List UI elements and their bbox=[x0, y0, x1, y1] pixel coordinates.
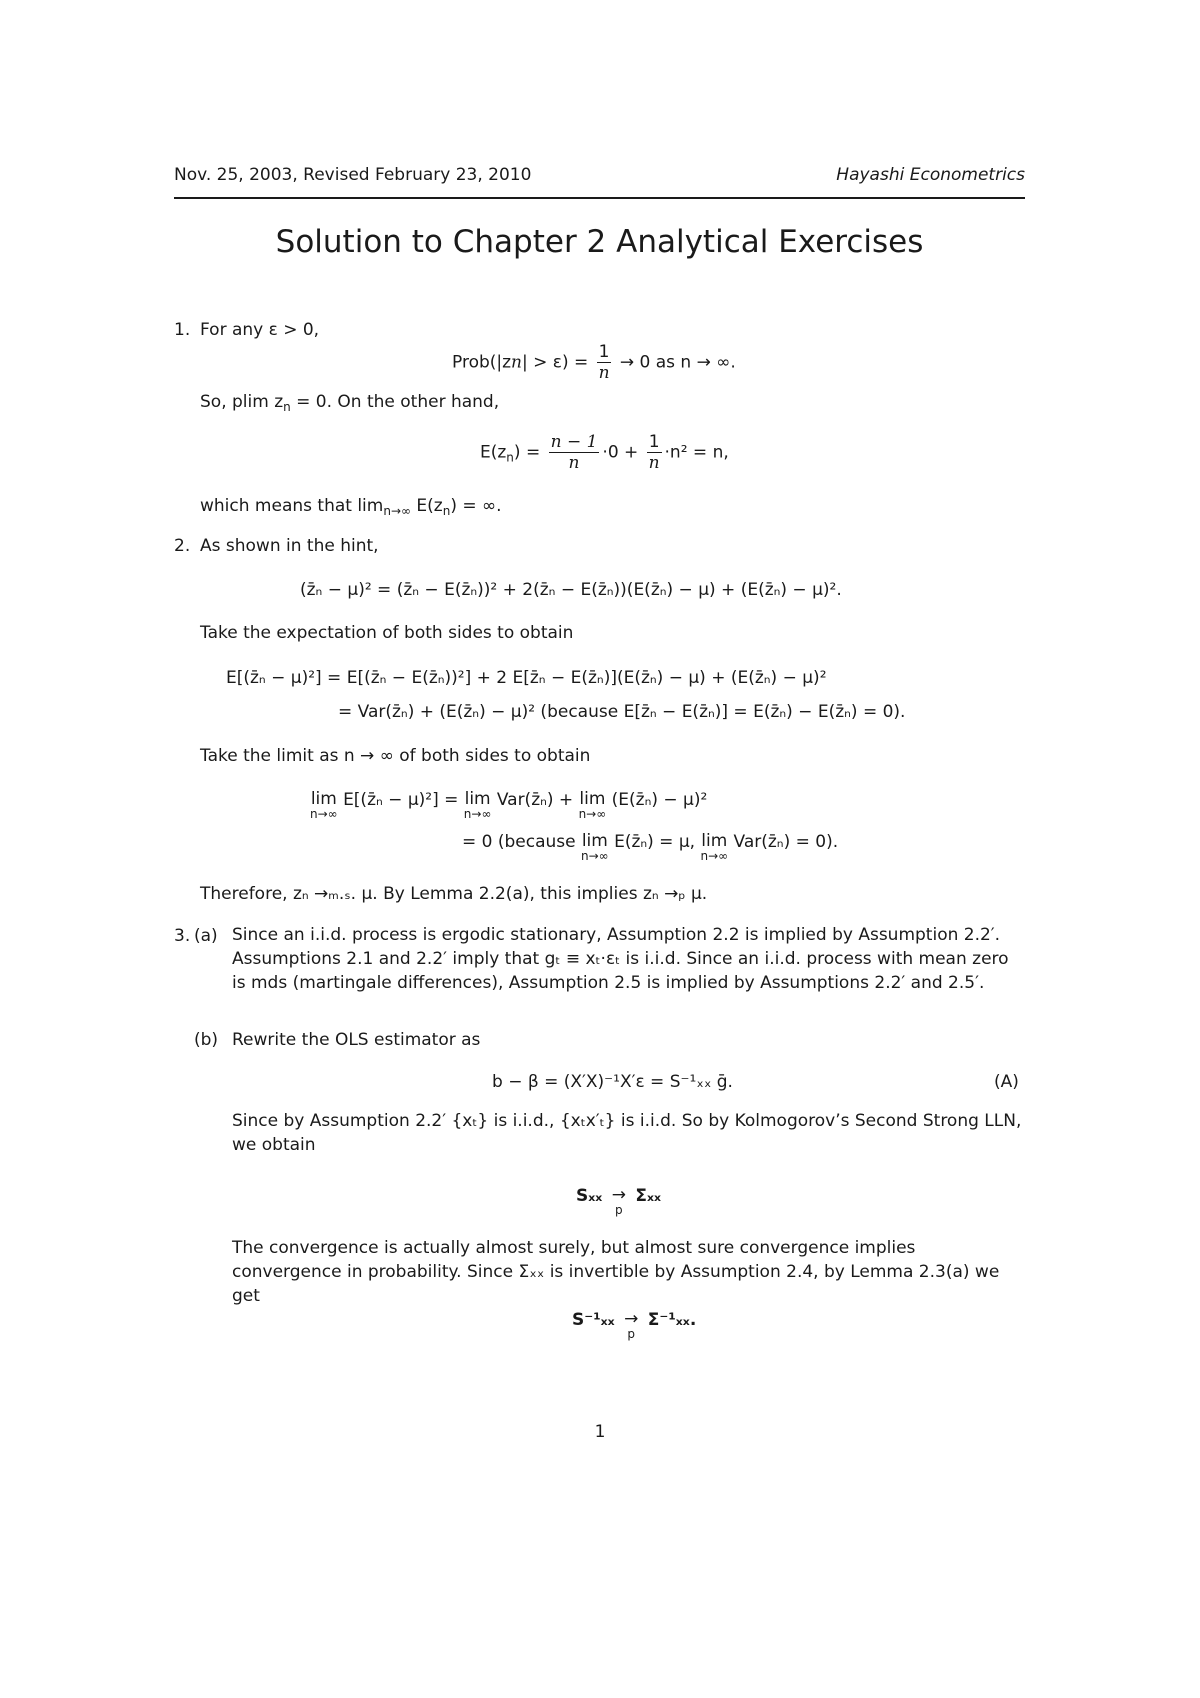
header-rule bbox=[174, 197, 1025, 199]
q1-number: 1. bbox=[174, 320, 191, 340]
q1-equation-prob: Prob(|zn| > ε) = $\frac{1}{n}$ → 0 as n → ∞. bbox=[452, 342, 736, 383]
q1-eq1-lhs: Prob(|z bbox=[452, 352, 512, 373]
q1-eq1-rhs: → 0 as n → ∞. bbox=[619, 352, 736, 373]
q1-eq1-fraction bbox=[597, 342, 612, 383]
q1-eq1-den: n bbox=[598, 363, 610, 383]
q1-eq2-fraction-2: $\frac{1}{n}$ bbox=[648, 432, 660, 473]
q1-so-line: So, plim $z_n = 0$. On the other hand, bbox=[200, 392, 500, 414]
header-date: Nov. 25, 2003, Revised February 23, 2010 bbox=[174, 165, 532, 185]
q3-equation-ols: b − β = (X′X)⁻¹X′ε = S⁻¹ₓₓ ḡ. bbox=[492, 1072, 733, 1092]
q1-conclusion: which means that $\lim_{n\to\infty} E(z_n)$ = ∞. bbox=[200, 496, 502, 518]
header-source: Hayashi Econometrics bbox=[836, 165, 1025, 185]
page-title: Solution to Chapter 2 Analytical Exercises bbox=[275, 224, 924, 260]
q3-b-intro: Rewrite the OLS estimator as bbox=[232, 1030, 481, 1050]
q2-equation-hint: (z̄ₙ − μ)² = (z̄ₙ − E(z̄ₙ))² + 2(z̄ₙ − E(z̄ₙ))(E(z̄ₙ) − μ) + (E(z̄ₙ) − μ)². bbox=[300, 580, 842, 600]
q2-equation-limit-2: = 0 (because lim n→∞ E(z̄ₙ) = μ, lim n→∞ Var(z̄ₙ) = 0). bbox=[462, 831, 839, 863]
q1-eq1-num: 1 bbox=[598, 342, 610, 362]
q2-take-expectation: Take the expectation of both sides to obtain bbox=[200, 623, 574, 643]
q3-b-label: (b) bbox=[194, 1030, 219, 1050]
q2-equation-limit-1: lim n→∞ E[(z̄ₙ − μ)²] = lim n→∞ Var(z̄ₙ) + lim n→∞ (E(z̄ₙ) − μ)² bbox=[310, 789, 708, 821]
page-number: 1 bbox=[594, 1422, 606, 1442]
q3-number: 3. bbox=[174, 926, 191, 946]
q3-equation-inverse: S⁻¹ₓₓ → p Σ⁻¹ₓₓ. bbox=[572, 1309, 697, 1341]
q1-equation-expectation: $E(z_n)$ = $\frac{n - 1}{n}$ ·0 + $\frac{1}{n}$ ·n² = n, bbox=[480, 432, 729, 473]
q3-equation-tag: (A) bbox=[994, 1072, 1019, 1092]
q2-take-limit: Take the limit as n → ∞ of both sides to obtain bbox=[200, 746, 591, 766]
q2-number: 2. bbox=[174, 536, 191, 556]
q3-a-label: (a) bbox=[194, 926, 218, 946]
q2-equation-expectation-1: E[(z̄ₙ − μ)²] = E[(z̄ₙ − E(z̄ₙ))²] + 2 E[z̄ₙ − E(z̄ₙ)](E(z̄ₙ) − μ) + (E(z̄ₙ) − μ)² bbox=[226, 668, 827, 688]
q1-intro: For any ε > 0, bbox=[200, 320, 320, 340]
q3-equation-convergence: Sₓₓ → p Σₓₓ bbox=[576, 1185, 661, 1217]
q3-a-text: Since an i.i.d. process is ergodic stationary, Assumption 2.2 is implied by Assumption 2.2′. Assumptions 2.1 and 2.2′ imply that gₜ ≡ xₜ·εₜ is i.i.d. Since an i.i.d. process with mean zero is mds (martingale differences), Assumption 2.5 is implied by Assumptions 2.2′ and 2.5′. bbox=[232, 925, 1009, 993]
q2-intro: As shown in the hint, bbox=[200, 536, 379, 556]
q2-therefore: Therefore, zₙ →ₘ.ₛ. μ. By Lemma 2.2(a), this implies zₙ →ₚ μ. bbox=[200, 884, 708, 904]
q1-eq1-mid: | > ε) = bbox=[522, 352, 589, 373]
q1-eq2-fraction-1: $\frac{n - 1}{n}$ bbox=[550, 432, 598, 473]
q3-b-text-2: The convergence is actually almost surely, but almost sure convergence implies convergence in probability. Since Σₓₓ is invertible by Assumption 2.4, by Lemma 2.3(a) we get bbox=[232, 1238, 1000, 1306]
q2-equation-expectation-2: = Var(z̄ₙ) + (E(z̄ₙ) − μ)² (because E[z̄ₙ − E(z̄ₙ)] = E(z̄ₙ) − E(z̄ₙ) = 0). bbox=[338, 702, 906, 722]
q3-b-text-1: Since by Assumption 2.2′ {xₜ} is i.i.d., {xₜx′ₜ} is i.i.d. So by Kolmogorov’s Second Strong LLN, we obtain bbox=[232, 1111, 1022, 1155]
